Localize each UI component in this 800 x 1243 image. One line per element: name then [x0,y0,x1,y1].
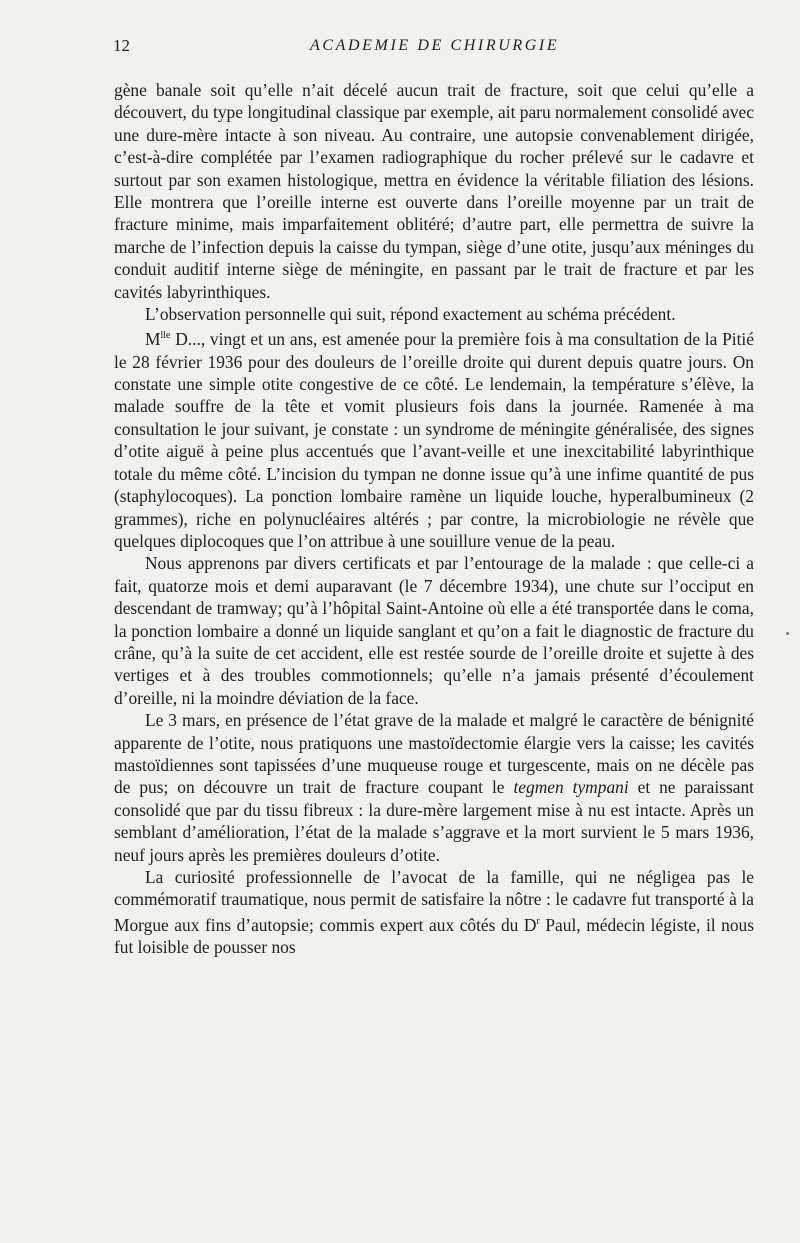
paragraph-text: et ne paraissant consolidé que par du tissu fibreux : la dure-mère largement mise à nu est intacte. Après un semblant d’amélioration, l’état de la malade s’aggrave et la mort survient le 5 mars 1936, neuf jours après les premières douleurs d’otite. [114,777,755,865]
title-abbrev: M [145,329,161,350]
paragraph-text: D..., vingt et un ans, est amenée pour la première fois à ma consultation de la Pitié le 28 février 1936 pour des douleurs de l’oreille droite qui durent depuis quatre jours. On constate une simple otite congestive de ce côté. Le lendemain, la température s’élève, la malade souffre de la tête et vomit plusieurs fois dans la journée. Ramenée à ma consultation le jour suivant, je constate : un syndrome de méningite généralisée, des signes d’otite aiguë à peine plus accentués que l’avant-veille et une inexcitabilité labyrinthique totale du même côté. L’incision du tympan ne donne issue qu’à une infime quantité de pus (staphylocoques). La ponction lombaire ramène un liquide louche, hyperalbumineux (2 grammes), riche en polynucléaires altérés ; par contre, la microbiologie ne révèle que quelques diplocoques que l’on attribue à une souillure venue de la peau. [114,329,754,551]
paragraph-text: Paul, médecin légiste, il nous fut loisible de pousser nos [114,914,755,958]
paragraph: L’observation personnelle qui suit, répond exactement au schéma précédent. [145,304,676,325]
latin-term: tegmen tympani [513,777,629,798]
paragraph-text: La curiosité professionnelle de l’avocat de la famille, qui ne négligea pas le commémoratif traumatique, nous permit de satisfaire la nôtre : le cadavre fut transporté à la Morgue aux fins d’autopsie; commis expert aux côtés du D [114,867,754,935]
running-title: ACADEMIE DE CHIRURGIE [310,37,560,54]
doctor-superscript: r [536,915,540,927]
paragraph: gène banale soit qu’elle n’ait décelé aucun trait de fracture, soit que celui qu’elle a découvert, du type longitudinal classique par exemple, ait paru normalement consolidé avec une dure-mère intacte à son niveau. Au contraire, une autopsie convenablement dirigée, c’est-à-dire complétée par l’examen radiographique du rocher prélevé sur le cadavre et surtout par son examen histologique, mettra en évidence la véritable filiation des lésions. Elle montrera que l’oreille interne est ouverte dans l’oreille moyenne par un trait de fracture minime, mais imparfaitement oblitéré; d’autre part, elle permettra de suivre la marche de l’infection depuis la caisse du tympan, siège d’une otite, jusqu’aux méninges du conduit auditif interne siège de méningite, en passant par le trait de fracture et par les cavités labyrinthiques. [114,80,754,302]
paragraph-operation [114,709,754,866]
page-header [113,36,753,60]
paper-speck [786,632,789,635]
paragraph: Nous apprenons par divers certificats et par l’entourage de la malade : que celle-ci a fait, quatorze mois et demi auparavant (le 7 décembre 1934), une chute sur l’occiput en descendant de tramway; qu’à l’hôpital Saint-Antoine où elle a été transportée dans le coma, la ponction lombaire a donné un liquide sanglant et qu’on a fait le diagnostic de fracture du crâne, qu’à la suite de cet accident, elle est restée sourde de l’oreille droite et sujette à des vertiges et à des troubles commotionnels; qu’elle n’a jamais présenté d’écoulement d’oreille, ni la moindre déviation de la face. [114,553,754,708]
paragraph-observation [114,325,754,552]
paragraph-autopsy [114,866,754,958]
title-superscript: lle [160,330,171,342]
page-number: 12 [113,36,130,55]
paragraph-text: Le 3 mars, en présence de l’état grave de la malade et malgré le caractère de bénignité apparente de l’otite, nous pratiquons une mastoïdectomie élargie vers la caisse; les cavités mastoïdiennes sont tapissées d’une muqueuse rouge et turgescente, mais on ne décèle pas de pus; on découvre un trait de fracture coupant le [114,710,754,798]
body-text [114,79,754,958]
